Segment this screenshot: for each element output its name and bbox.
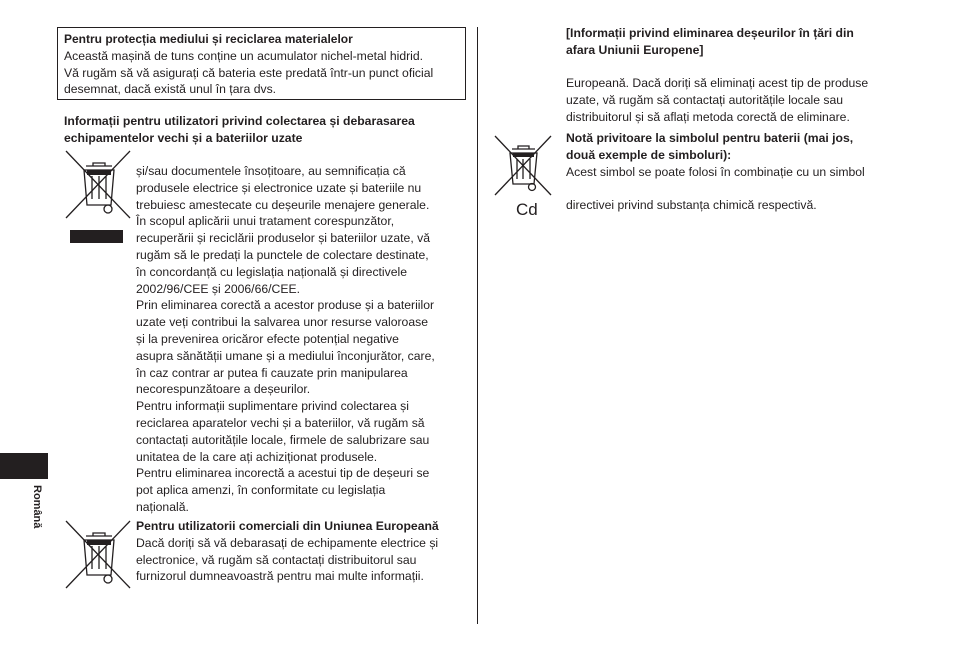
crossed-bin-icon xyxy=(493,134,553,198)
notice-line: Această mașină de tuns conține un acumulator nichel-metal hidrid. xyxy=(64,48,424,63)
crossed-bin-icon xyxy=(64,149,132,221)
recycling-notice-box xyxy=(57,27,466,100)
cadmium-symbol-label: Cd xyxy=(516,200,538,219)
outside-eu-title: [Informații privind eliminarea deșeurilor în țări din afara Uniunii Europene] xyxy=(566,26,854,57)
notice-title: Pentru protecția mediului și reciclarea materialelor xyxy=(64,32,353,46)
language-label: Română xyxy=(31,485,43,529)
collection-section-body: și/sau documentele însoțitoare, au semnificația că produsele electrice și electronice uzate și bateriile nu trebuiesc amestecate cu deșeurile menajere generale. În scopul aplicării unui tratament corespunzător, recuperării și reciclării produselor și bateriilor uzate, vă rugăm să le predați la punctele de colectare destinate, în concordanță cu legislația națională și directivele 2002/96/CEE și 2006/66/CEE. Prin eliminarea corectă a acestor produse și a bateriilor uzate veți contribui la salvarea unor resurse valoroase și la prevenirea oricăror efecte potențial negative asupra sănătății umane și a mediului înconjurător, care, în caz contrar ar putea fi cauzate prin manipularea necorespunzătoare a deșeurilor. Pentru informații suplimentare privind colectarea și reciclarea aparatelor vechi și a bateriilor, vă rugăm să contactați autoritățile locale, firmele de salubrizare sau unitatea de la care ați achiziționat produsele. Pentru eliminarea incorectă a acestui tip de deșeuri se pot aplica amenzi, în conformitate cu legislația națională. xyxy=(136,164,435,514)
solid-bar-symbol xyxy=(70,230,123,243)
notice-line: Vă rugăm să vă asigurați că bateria este predată într-un punct oficial xyxy=(64,65,434,80)
language-tab-marker xyxy=(0,453,48,479)
commercial-title: Pentru utilizatorii comerciali din Uniunea Europeană xyxy=(136,519,439,533)
directive-line: directivei privind substanța chimică respectivă. xyxy=(566,198,817,212)
column-divider xyxy=(477,27,478,624)
battery-symbol-note: Notă privitoare la simbolul pentru baterii (mai jos, două exemple de simboluri): Acest simbol se poate folosi în combinație cu un simbol xyxy=(566,131,865,179)
outside-eu-body: Europeană. Dacă doriți să eliminați acest tip de produse uzate, vă rugăm să contactați autoritățile locale sau distribuitorul și să aflați metoda corectă de eliminare. xyxy=(566,76,869,124)
crossed-bin-icon xyxy=(64,519,132,591)
collection-section-title: Informații pentru utilizatori privind colectarea și debarasarea echipamentelor vechi și a bateriilor uzate xyxy=(64,114,415,145)
commercial-users-section: Pentru utilizatorii comerciali din Uniunea Europeană Dacă doriți să vă debarasați de echipamente electrice și electronice, vă rugăm să contactați distribuitorul sau furnizorul dumneavoastră pentru mai multe informații. xyxy=(136,518,471,585)
notice-line: desemnat, dacă există unul în țara dvs. xyxy=(64,82,277,97)
